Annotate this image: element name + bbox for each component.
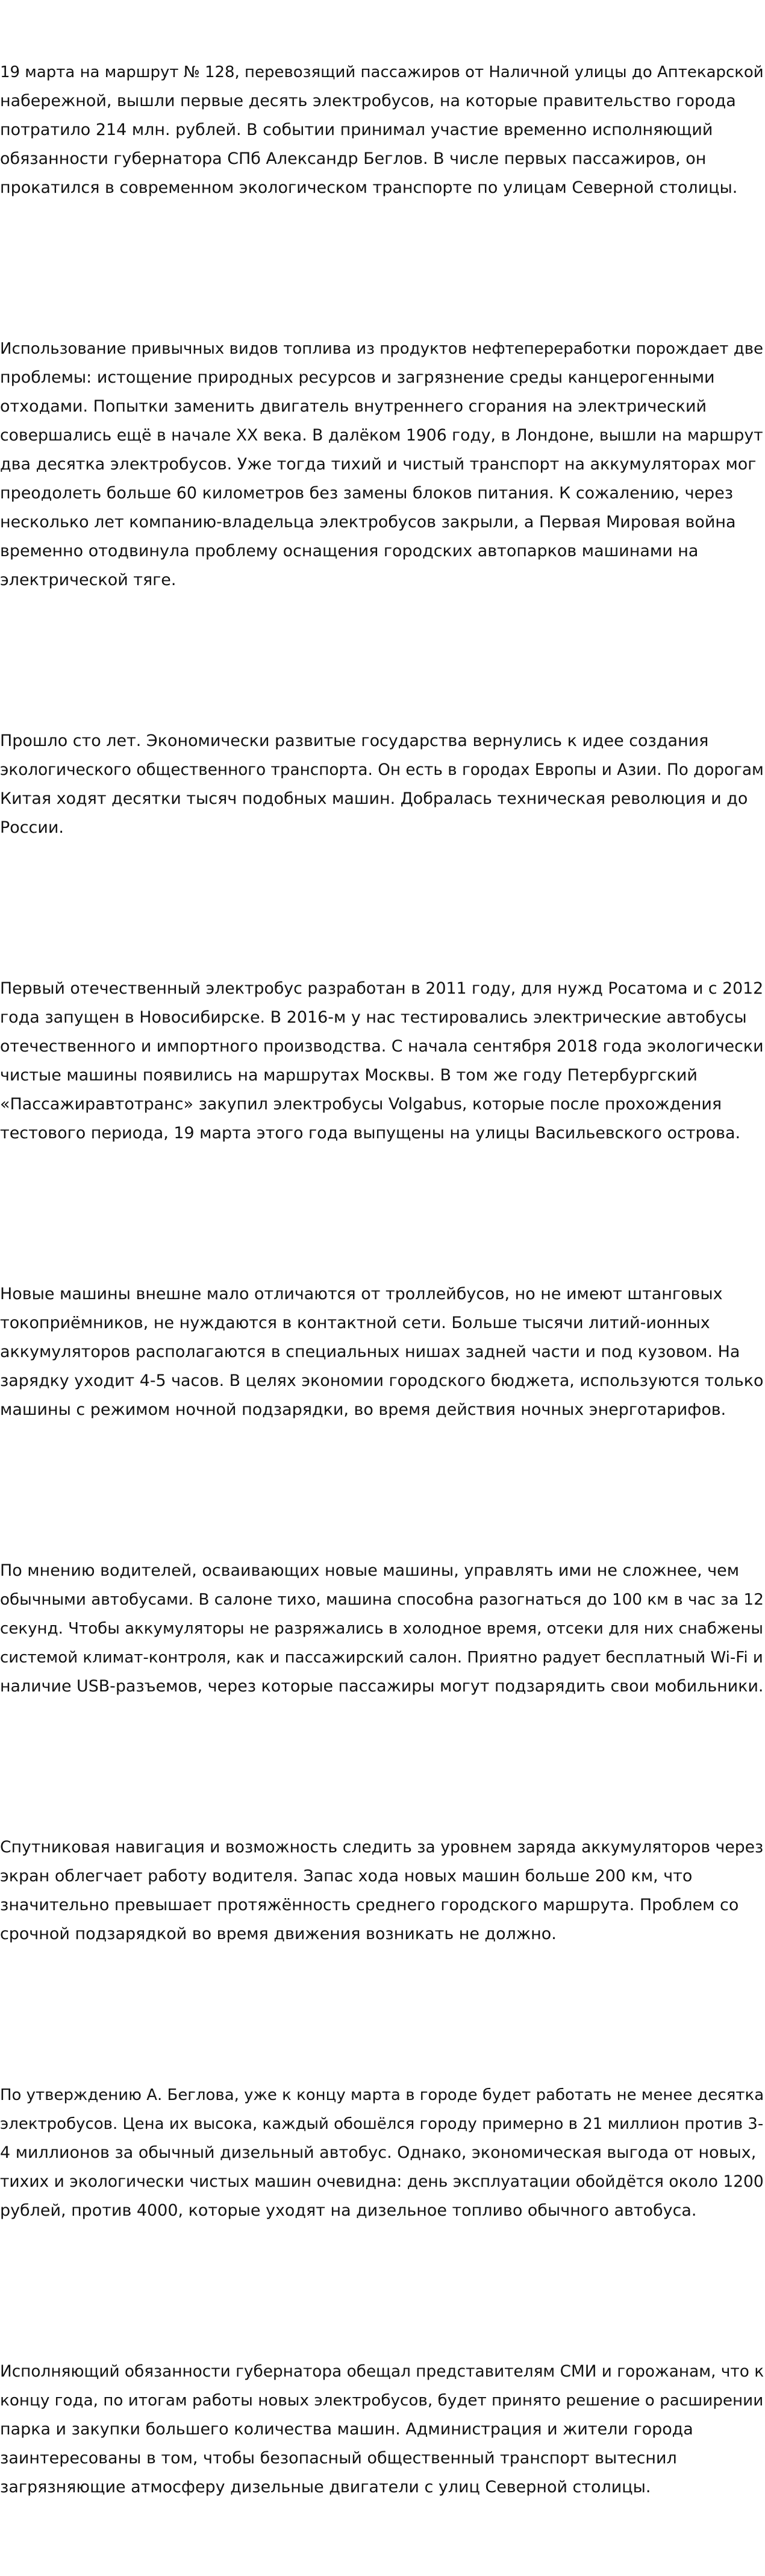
text-line: Новые машины внешне мало отличаются от троллейбусов, но не имеют штанговых <box>0 1285 723 1303</box>
text-line: чистые машины появились на маршрутах Москвы. В том же году Петербургский <box>0 1066 698 1085</box>
text-line: Первый отечественный электробус разработан в 2011 году, для нужд Росатома и с 2012 <box>0 979 764 998</box>
text-line: экран облегчает работу водителя. Запас хода новых машин больше 200 км, что <box>0 1867 693 1885</box>
text-line: концу года, по итогам работы новых электробусов, будет принято решение о расширении <box>0 2392 764 2410</box>
text-line: загрязняющие атмосферу дизельные двигатели с улиц Северной столицы. <box>0 2478 651 2496</box>
text-line: аккумуляторов располагаются в специальных нишах задней части и под кузовом. На <box>0 1343 740 1361</box>
text-line: совершались ещё в начале XX века. В далёком 1906 году, в Лондоне, вышли на маршрут <box>0 426 763 445</box>
text-line: рублей, против 4000, которые уходят на дизельное топливо обычного автобуса. <box>0 2201 697 2220</box>
text-line: наличие USB-разъемов, через которые пассажиры могут подзарядить свои мобильники. <box>0 1677 764 1696</box>
text-line: преодолеть больше 60 километров без замены блоков питания. К сожалению, через <box>0 484 734 503</box>
text-line: электрической тяге. <box>0 571 176 589</box>
text-line: 4 миллионов за обычный дизельный автобус. Однако, экономическая выгода от новых, <box>0 2143 757 2162</box>
text-line: Китая ходят десятки тысяч подобных машин. Добралась техническая революция и до <box>0 789 748 808</box>
text-line: системой климат-контроля, как и пассажирский салон. Приятно радует бесплатный Wi-Fi и <box>0 1649 763 1667</box>
text-line: По утверждению А. Беглова, уже к концу марта в городе будет работать не менее десятка <box>0 2086 764 2104</box>
text-line: электробусов. Цена их высока, каждый обошёлся городу примерно в 21 миллион против 3- <box>0 2115 764 2133</box>
paragraph <box>0 1499 765 1759</box>
text-line: Использование привычных видов топлива из продуктов нефтепереработки порождает две <box>0 340 764 358</box>
paragraph <box>0 0 765 260</box>
paragraph <box>0 2299 765 2560</box>
text-line: тестового периода, 19 марта этого года выпущены на улицы Васильевского острова. <box>0 1124 741 1142</box>
text-line: России. <box>0 818 64 837</box>
text-line: отечественного и импортного производства. С начала сентября 2018 года экологически <box>0 1037 764 1056</box>
text-line: тихих и экологически чистых машин очевидна: день эксплуатации обойдётся около 1200 <box>0 2172 764 2191</box>
text-line: проблемы: истощение природных ресурсов и загрязнение среды канцерогенными <box>0 368 715 387</box>
paragraph <box>0 1222 765 1482</box>
paragraph <box>0 277 765 653</box>
paragraph <box>0 1775 765 2007</box>
paragraph <box>0 917 765 1206</box>
text-line: парка и закупки большего количества машин. Администрация и жители города <box>0 2420 693 2439</box>
paragraph <box>0 2023 765 2283</box>
text-line: срочной подзарядкой во время движения возникать не должно. <box>0 1925 557 1943</box>
text-line: отходами. Попытки заменить двигатель внутреннего сгорания на электрический <box>0 397 707 416</box>
text-line: значительно превышает протяжённость среднего городского маршрута. Проблем со <box>0 1896 739 1914</box>
text-line: временно отодвинула проблему оснащения городских автопарков машинами на <box>0 542 699 560</box>
text-line: 19 марта на маршрут № 128, перевозящий пассажиров от Наличной улицы до Аптекарской <box>0 63 764 81</box>
text-line: Исполняющий обязанности губернатора обещал представителям СМИ и горожанам, что к <box>0 2363 764 2381</box>
text-line: экологического общественного транспорта. Он есть в городах Европы и Азии. По дорогам <box>0 761 764 779</box>
text-line: Прошло сто лет. Экономически развитые государства вернулись к идее создания <box>0 732 709 750</box>
text-line: токоприёмников, не нуждаются в контактной сети. Больше тысячи литий-ионных <box>0 1314 710 1332</box>
text-line: машины с режимом ночной подзарядки, во время действия ночных энерготарифов. <box>0 1400 726 1419</box>
text-line: несколько лет компанию-владельца электробусов закрыли, а Первая Мировая война <box>0 513 736 531</box>
text-line: года запущен в Новосибирске. В 2016-м у нас тестировались электрические автобусы <box>0 1008 747 1027</box>
text-line: заинтересованы в том, чтобы безопасный общественный транспорт вытеснил <box>0 2449 677 2468</box>
text-line: набережной, вышли первые десять электробусов, на которые правительство города <box>0 92 736 110</box>
text-line: секунд. Чтобы аккумуляторы не разряжались в холодное время, отсеки для них снабжены <box>0 1620 764 1638</box>
text-line: потратило 214 млн. рублей. В событии принимал участие временно исполняющий <box>0 121 713 139</box>
text-line: обычными автобусами. В салоне тихо, машина способна разогнаться до 100 км в час за 12 <box>0 1591 764 1609</box>
text-line: два десятка электробусов. Уже тогда тихий и чистый транспорт на аккумуляторах мог <box>0 455 757 474</box>
text-line: Спутниковая навигация и возможность следить за уровнем заряда аккумуляторов через <box>0 1838 764 1857</box>
text-line: прокатился в современном экологическом транспорте по улицам Северной столицы. <box>0 178 738 197</box>
text-line: обязанности губернатора СПб Александр Беглов. В числе первых пассажиров, он <box>0 149 707 168</box>
text-line: По мнению водителей, осваивающих новые машины, управлять ими не сложнее, чем <box>0 1561 740 1580</box>
paragraph <box>0 669 765 900</box>
text-line: «Пассажиравтотранс» закупил электробусы Volgabus, которые после прохождения <box>0 1095 722 1114</box>
text-line: зарядку уходит 4-5 часов. В целях экономии городского бюджета, используются только <box>0 1371 764 1390</box>
